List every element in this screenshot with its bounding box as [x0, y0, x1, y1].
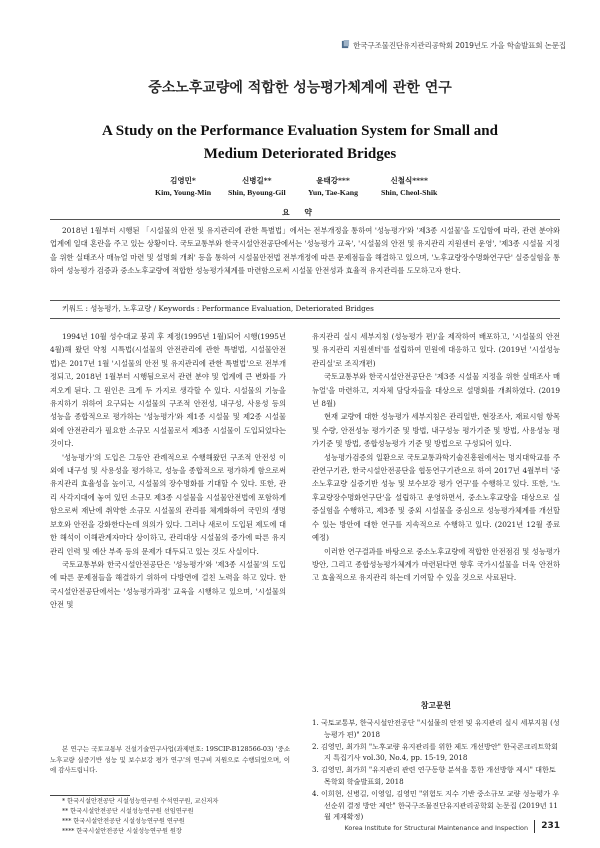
author — [155, 175, 211, 199]
author-name-ko: 신병길** — [242, 176, 272, 185]
running-header — [341, 40, 566, 51]
running-title: 한국구조물진단유지관리공학회 2019년도 가을 학술발표회 논문집 — [353, 41, 566, 50]
references-heading: 참고문헌 — [420, 701, 452, 710]
abstract-text: 2018년 1월부터 시행된 「시설물의 안전 및 유지관리에 관한 특별법」에서는 전부개정을 통하여 '성능평가'와 '제3종 시설물'을 도입함에 따라, 관련 분야와 업계에 일대 혼란을 주고 있는 상황이다. 국토교통부와 한국시설안전공단에서는 '성능평가 교육', '시설물의 안전 및 유지관리 지원센터 운영', '제3종 시설물 지정을 위한 실태조사 매뉴얼 마련 및 설명회 개최' 등을 통하여 시설물안전법 전부개정에 따른 문제점들을 해결하고 있으며, '노후교량장수명화연구단' 실증실험을 통하여 성능평가 검증과 중소노후교량에 적합한 성능평가체계를 마련함으로써 시설물 안전성과 효율적 유지관리를 도모하고자 한다. — [50, 226, 560, 276]
footer-divider — [534, 820, 535, 833]
body-paragraph: 성능평가검증의 일환으로 국토교통과학기술진흥원에서는 명지대학교를 주관연구기관, 한국시설안전공단을 협동연구기관으로 하여 2017년 4월부터 '중소노후교량 실증기반 성능 및 보수보강 평가 연구'를 수행하고 있다. 또한, '노후교량장수명화연구단'을 설립하고 운영하면서, 중소노후교량을 대상으로 실증실험을 수행하고, 제3종 및 중외 시설물을 중심으로 성능평가체계를 개선할 수 있는 방안에 대한 연구를 지속적으로 수행하고 있다. (2021년 12월 종료 예정) — [312, 452, 560, 543]
reference-item: 4. 이희현, 신병길, 이영일, 김영민 "위험도 지수 기반 중소규모 교량 성능평가 우선순위 결정 방안 제안" 한국구조물진단유지관리공학회 논문집 (2019년 11월 게재확정) — [312, 789, 560, 822]
reference-item: 2. 김영민, 최가희 "노후교량 유지관리를 위한 제도 개선방안" 한국콘크리트학회지 특집기사 vol.30, No.4, pp. 15-19, 2018 — [312, 741, 559, 763]
author-name-en: Yun, Tae-Kang — [308, 188, 358, 197]
affiliation-note: * 한국시설안전공단 시설성능연구원 수석연구원, 교신저자 — [62, 798, 219, 805]
author-name-ko: 신철식**** — [390, 176, 428, 185]
body-paragraph: 이러한 연구결과를 바탕으로 중소노후교량에 적합한 안전점검 및 성능평가 방안, 그리고 종합성능평가체계가 마련된다면 향후 국가시설물을 더욱 안전하고 효율적으로 유지관리 하는데 기여할 수 있을 것으로 사료된다. — [312, 546, 560, 583]
keywords-bottom-rule — [50, 318, 560, 319]
body-paragraph: 1994년 10월 성수대교 붕괴 후 제정(1995년 1월)되어 시행(1995년 4월)해 왔던 약칭 시특법(시설물의 안전관리에 관한 특별법, 시설물안전법)은 2017년 1월 '시설물의 안전 및 유지관리에 관한 특별법'으로 전부개정되고, 2018년 1월부터 시행됨으로서 관련 분야 및 업계에 큰 변화를 가져오게 된다. 그 원인은 크게 두 가지로 생각할 수 있다. 시설물의 기능을 유지하기 위하여 요구되는 시설물의 구조적 안전성, 내구성, 사용성 등의 성능을 종합적으로 평가하는 '성능평가'와 제1종 시설물 및 제2종 시설물 외에 안전관리가 필요한 소규모 시설물로서 제3종 시설물이 도입되었다는 것이다. — [50, 332, 286, 449]
page-number: 231 — [541, 821, 560, 831]
author — [381, 175, 437, 199]
abstract-top-rule — [50, 219, 560, 220]
reference-item: 3. 김영민, 최가희 "유지관리 관련 연구동향 분석을 통한 개선방향 제시" 대한토목학회 학술발표회, 2018 — [312, 765, 556, 786]
body-column-left — [50, 330, 286, 612]
keywords: 키워드 : 성능평가, 노후교량 / Keywords : Performance Evaluation, Deteriorated Bridges — [62, 304, 374, 313]
body-column-right — [312, 330, 560, 585]
author-name-en: Shin, Byoung-Gil — [228, 188, 286, 197]
author-name-en: Kim, Young-Min — [155, 188, 212, 197]
references-list — [312, 717, 560, 823]
body-paragraph: 유지관리 실시 세부지침 (성능평가 편)'을 제작하여 배포하고, '시설물의 안전 및 유지관리 지원센터'를 설립하여 민원에 대응하고 있다. (2019년 '시설성능관리실'로 조직개편) — [312, 332, 560, 368]
funding-note: 본 연구는 국토교통부 건설기술연구사업(과제번호: 19SCIP-B128566-03) '중소노후교량 실증기반 성능 및 보수보강 평가 연구'의 연구비 지원으로 수행되었으며, 이에 감사드립니다. — [50, 745, 290, 775]
author — [228, 175, 286, 199]
reference-item: 1. 국토교통부, 한국시설안전공단 "시설물의 안전 및 유지관리 실시 세부지침 (성능평가 편)" 2018 — [312, 718, 560, 739]
paper-title-english: A Study on the Performance Evaluation System for Small and Medium Deteriorated Bridges — [102, 123, 498, 162]
author — [308, 175, 358, 199]
footer-journal: Korea Institute for Structural Maintenance and Inspection — [344, 824, 528, 832]
keywords-top-rule — [50, 300, 560, 301]
body-paragraph: 국토교통부와 한국시설안전공단은 '성능평가'와 '제3종 시설물'의 도입에 따른 문제점들을 해결하기 위하여 다방면에 걸친 노력을 하고 있다. 한국시설안전공단에서는 '성능평가과정' 교육을 시행하고 있으며, '시설물의 안전 및 — [50, 559, 286, 610]
body-paragraph: 국토교통부와 한국시설안전공단은 '제3종 시설물 지정을 위한 실태조사 매뉴얼'을 마련하고, 지자체 담당자들을 대상으로 설명회를 개최하였다. (2019년 8월) — [312, 372, 560, 409]
body-paragraph: 현재 교량에 대한 성능평가 세부지침은 관리일반, 현장조사, 재료시험 항목 및 수량, 안전성능 평가기준 및 방법, 내구성능 평가기준 및 방법, 사용성능 평가기준 및 방법, 종합성능평가 기준 및 방법으로 구성되어 있다. — [312, 412, 560, 449]
footnote-rule — [50, 795, 130, 796]
body-paragraph: '성능평가'의 도입은 그동안 관례적으로 수행해왔던 구조적 안전성 이외에 내구성 및 사용성을 평가하고, 성능을 종합적으로 평가하게 함으로써 유지관리 효율성을 높이고, 시설물의 장수명화를 기대할 수 있다. 또한, 관리 사각지대에 놓여 있던 소규모 제3종 시설물을 시설물안전법에 포함하게 함으로써 재난에 취약한 소규모 시설물의 관리를 체계화하여 국민의 생명 보호와 안전을 강화한다는데 의의가 있다. 그러나 새로이 도입된 제도에 대한 해석이 이해관계자마다 상이하고, 관리대상 시설물의 증가에 따른 유지관리 인력 및 예산 부족 등의 문제가 대두되고 있는 것도 사실이다. — [50, 452, 286, 556]
affiliation-note: ** 한국시설안전공단 시설성능연구원 선임연구원 — [62, 808, 194, 815]
author-affiliations — [50, 797, 290, 837]
affiliation-note: **** 한국시설안전공단 시설성능연구원 원장 — [62, 828, 182, 835]
abstract-heading: 요 약 — [282, 208, 318, 217]
affiliation-note: *** 한국시설안전공단 시설성능연구원 연구원 — [62, 818, 185, 825]
author-name-en: Shin, Cheol-Shik — [381, 188, 438, 197]
document-icon — [341, 40, 350, 49]
author-name-ko: 김영민* — [170, 176, 196, 185]
paper-title-korean: 중소노후교량에 적합한 성능평가체계에 관한 연구 — [148, 80, 452, 96]
author-name-ko: 윤태강*** — [316, 176, 350, 185]
